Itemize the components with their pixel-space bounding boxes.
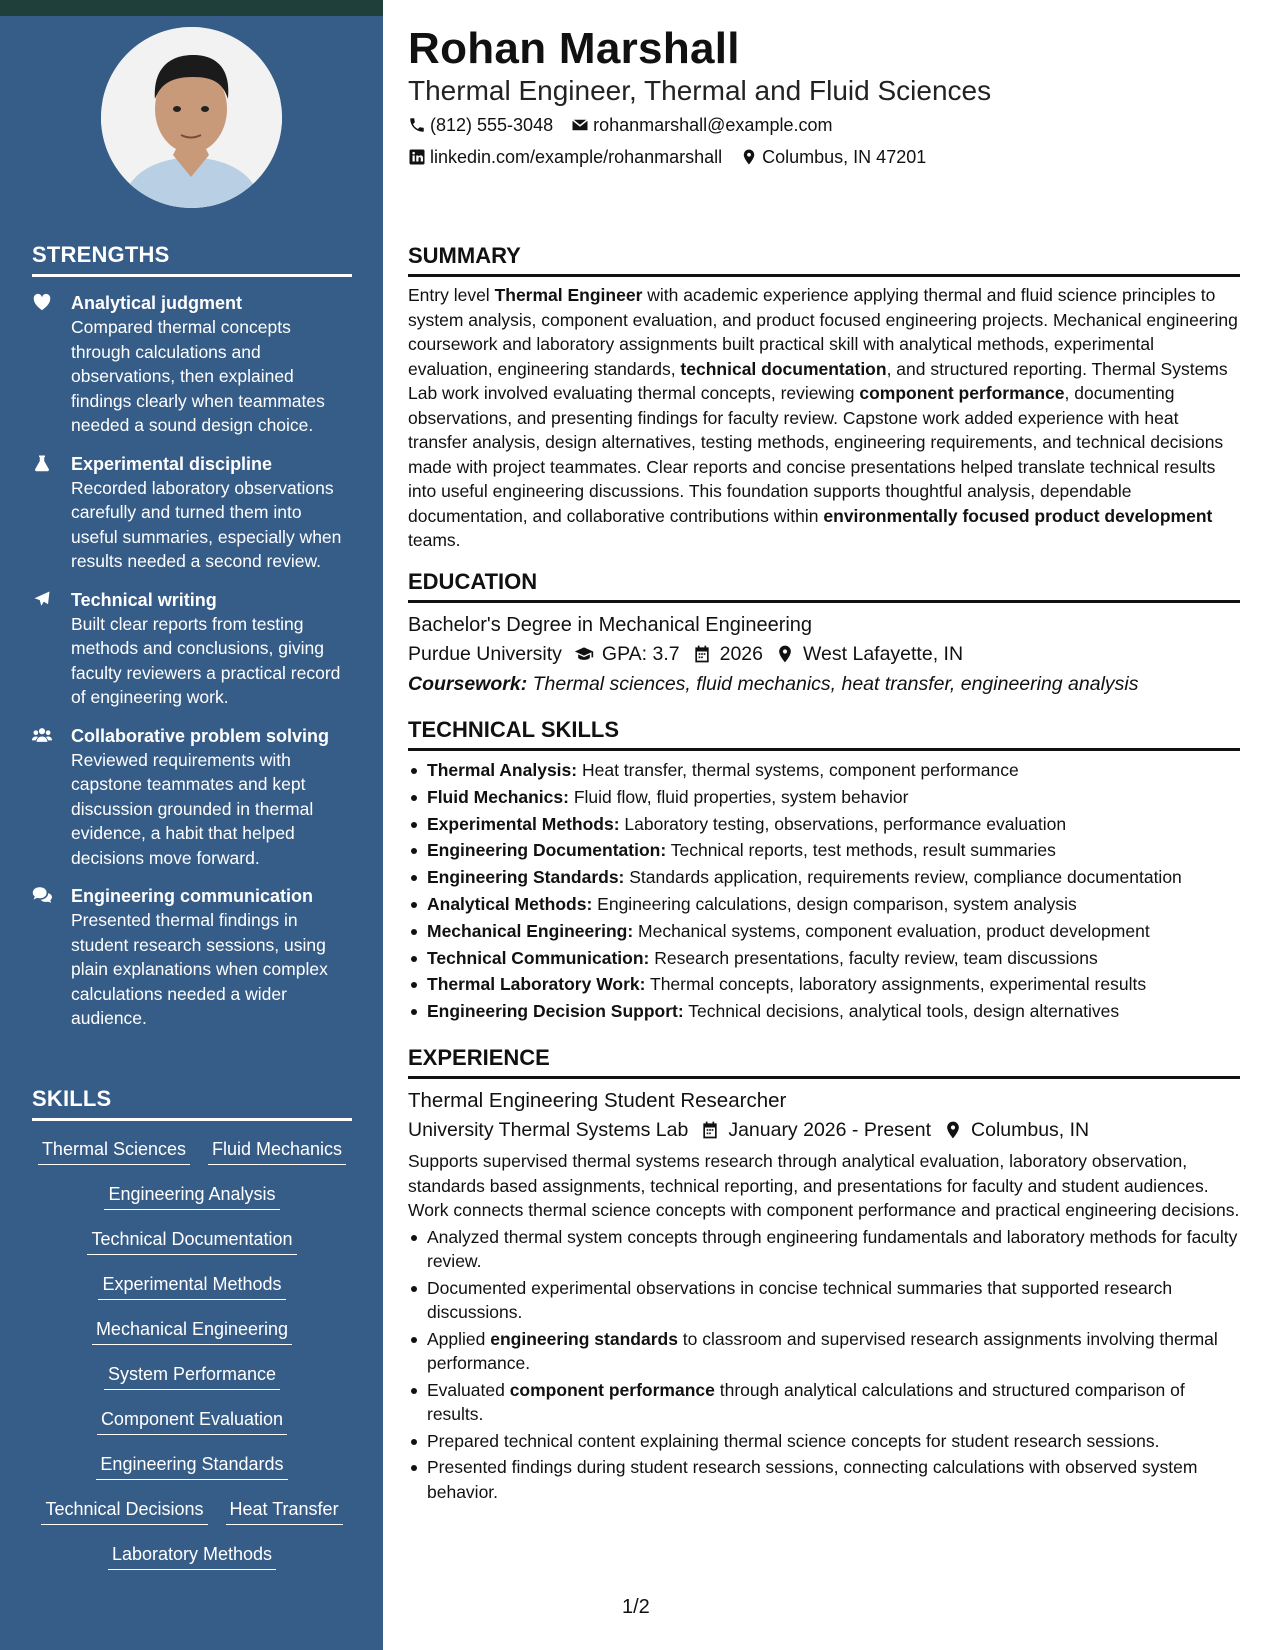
strengths-section [32, 242, 352, 1031]
skills-section [32, 1086, 352, 1585]
strengths-list [32, 291, 352, 1031]
dates-text: January 2026 - Present [728, 1119, 932, 1141]
skill-tag: Heat Transfer [226, 1495, 343, 1525]
strength-description: Compared thermal concepts through calculations and observations, then explained findings clearly when teammates needed a sound design choice. [71, 317, 325, 435]
skill-tag: Engineering Analysis [104, 1180, 279, 1210]
candidate-title: Thermal Engineer, Thermal and Fluid Sciences [408, 75, 992, 106]
experience-bullet: Presented findings during student research sessions, connecting calculations with observed system behavior. [408, 1455, 1240, 1504]
skills-list [32, 1135, 352, 1585]
skill-tag: Engineering Standards [96, 1450, 287, 1480]
skill-row [32, 1360, 352, 1405]
skill-row [32, 1225, 352, 1270]
comments-icon [32, 884, 71, 1031]
map-pin-icon [943, 1120, 963, 1140]
skill-tag: Laboratory Methods [108, 1540, 276, 1570]
year-text: 2026 [719, 643, 763, 665]
strength-title: Analytical judgment [71, 293, 243, 313]
strength-description: Built clear reports from testing methods and conclusions, giving faculty reviewers a practical record of engineering work. [71, 613, 341, 707]
skill-row [32, 1135, 352, 1180]
phone-contact[interactable] [408, 113, 553, 137]
skill-tag: Technical Documentation [87, 1225, 296, 1255]
skill-row [32, 1180, 352, 1225]
education-meta [408, 639, 1240, 669]
page-number: 1/2 [622, 1596, 650, 1618]
technical-skill-item: Analytical Methods: Engineering calculations, design comparison, system analysis [408, 891, 1240, 918]
skill-tag: Thermal Sciences [38, 1135, 190, 1165]
flask-icon [32, 452, 71, 574]
sidebar-top-bar [0, 0, 383, 16]
org-name: University Thermal Systems Lab [408, 1119, 689, 1141]
technical-skill-item: Engineering Decision Support: Technical decisions, analytical tools, design alternatives [408, 998, 1240, 1025]
technical-skill-item: Engineering Standards: Standards application, requirements review, compliance documentation [408, 864, 1240, 891]
strength-description: Recorded laboratory observations carefully and turned them into useful summaries, especially when results needed a second review. [71, 477, 342, 571]
experience-bullet: Applied engineering standards to classroom and supervised research assignments involving thermal performance. [408, 1327, 1240, 1376]
coursework-text: Thermal sciences, fluid mechanics, heat transfer, engineering analysis [527, 673, 1139, 695]
summary-heading: SUMMARY [408, 242, 1240, 277]
skill-row [32, 1495, 352, 1540]
skill-tag: Technical Decisions [41, 1495, 207, 1525]
location-text: Columbus, IN 47201 [762, 147, 927, 167]
contact-row-2 [408, 145, 944, 169]
skill-tag: Component Evaluation [97, 1405, 287, 1435]
candidate-name: Rohan Marshall [408, 24, 740, 73]
technical-skills-list [408, 757, 1240, 1025]
school-location [775, 639, 963, 669]
heart-icon [32, 291, 71, 438]
linkedin-text: linkedin.com/example/rohanmarshall [430, 147, 723, 167]
experience-section [408, 1044, 1240, 1506]
strength-title: Engineering communication [71, 886, 314, 906]
location-contact [740, 145, 926, 169]
strength-item [32, 452, 352, 574]
strength-title: Experimental discipline [71, 453, 273, 474]
envelope-icon [571, 116, 589, 134]
job-org [408, 1115, 688, 1145]
job-summary: Supports supervised thermal systems research through analytical evaluation, laboratory observation, standards based assignments, technical reporting, and presentations for faculty and student audiences. Work connects thermal science concepts with component performance and practical engineering decisions. [408, 1151, 1240, 1220]
gpa-text: GPA: 3.7 [601, 643, 680, 665]
strength-item [32, 588, 352, 710]
phone-text: (812) 555-3048 [430, 115, 554, 135]
skill-row [32, 1405, 352, 1450]
technical-skill-item: Engineering Documentation: Technical reports, test methods, result summaries [408, 837, 1240, 864]
profile-photo [101, 27, 282, 208]
map-pin-icon [740, 148, 758, 166]
email-contact[interactable] [571, 113, 832, 137]
strength-title: Collaborative problem solving [71, 725, 330, 746]
skills-heading: SKILLS [32, 1086, 352, 1121]
strength-item [32, 884, 352, 1031]
strength-item [32, 724, 352, 871]
job-dates [700, 1115, 931, 1145]
summary-text: Entry level Thermal Engineer with academic experience applying thermal and fluid science principles to system analysis, component evaluation, and product focused engineering projects. Mechanical engineering coursework and laboratory assignments built practical skill with analytical methods, experimental evaluation, engineering standards, technical documentation, and structured reporting. Thermal Systems Lab work involved evaluating thermal concepts, reviewing component performance, documenting observations, and presenting findings for faculty review. Capstone work added experience with heat transfer analysis, design alternatives, testing methods, engineering requirements, and technical decisions made with project teammates. Clear reports and concise presentations helped translate technical results into useful engineering discussions. This foundation supports thoughtful analysis, dependable documentation, and collaborative contributions within environmentally focused product development teams. [408, 285, 1238, 550]
job-title: Thermal Engineering Student Researcher [408, 1089, 787, 1112]
degree: Bachelor's Degree in Mechanical Engineering [408, 614, 813, 636]
contact-row-1 [408, 113, 850, 137]
strength-item [32, 291, 352, 438]
strengths-heading: STRENGTHS [32, 242, 352, 277]
users-icon [32, 724, 71, 871]
calendar-icon [692, 644, 712, 664]
school [408, 639, 562, 669]
linkedin-icon [408, 148, 426, 166]
education-heading: EDUCATION [408, 568, 1240, 603]
skill-tag: Experimental Methods [98, 1270, 285, 1300]
experience-heading: EXPERIENCE [408, 1044, 1240, 1079]
grad-year [692, 639, 763, 669]
technical-skill-item: Experimental Methods: Laboratory testing, observations, performance evaluation [408, 811, 1240, 838]
graduation-cap-icon [574, 644, 594, 664]
skill-row [32, 1450, 352, 1495]
job-location-text: Columbus, IN [971, 1119, 1090, 1141]
experience-bullet: Analyzed thermal system concepts through engineering fundamentals and laboratory methods for faculty review. [408, 1225, 1240, 1274]
skill-tag: Fluid Mechanics [208, 1135, 346, 1165]
map-pin-icon [775, 644, 795, 664]
technical-skill-item: Fluid Mechanics: Fluid flow, fluid properties, system behavior [408, 784, 1240, 811]
linkedin-contact[interactable] [408, 145, 722, 169]
strength-description: Presented thermal findings in student research sessions, using plain explanations when complex calculations needed a wider audience. [71, 910, 328, 1028]
summary-section [408, 242, 1240, 553]
technical-skill-item: Thermal Laboratory Work: Thermal concepts, laboratory assignments, experimental results [408, 971, 1240, 998]
strength-title: Technical writing [71, 589, 217, 610]
paper-plane-icon [32, 588, 71, 710]
job-location [943, 1115, 1089, 1145]
avatar [101, 27, 282, 208]
experience-bullet: Prepared technical content explaining thermal science concepts for student research sessions. [408, 1429, 1240, 1454]
coursework [408, 669, 1240, 699]
school-location-text: West Lafayette, IN [802, 643, 964, 665]
sidebar [0, 0, 383, 1650]
skill-tag: Mechanical Engineering [92, 1315, 292, 1345]
technical-skills-heading: TECHNICAL SKILLS [408, 716, 1240, 751]
school-name: Purdue University [408, 643, 562, 665]
skill-row [32, 1540, 352, 1585]
strength-description: Reviewed requirements with capstone teammates and kept discussion grounded in thermal evidence, a habit that helped decisions move forward. [71, 749, 314, 868]
gpa [574, 639, 680, 669]
skill-row [32, 1270, 352, 1315]
coursework-label: Coursework: [408, 673, 528, 695]
technical-skill-item: Thermal Analysis: Heat transfer, thermal systems, component performance [408, 757, 1240, 784]
skill-tag: System Performance [104, 1360, 280, 1390]
calendar-icon [700, 1120, 720, 1140]
experience-bullet: Evaluated component performance through analytical calculations and structured comparison of results. [408, 1378, 1240, 1427]
job-meta [408, 1115, 1240, 1145]
technical-skills-section [408, 716, 1240, 1025]
education-section [408, 568, 1240, 699]
phone-icon [408, 116, 426, 134]
skill-row [32, 1315, 352, 1360]
experience-bullet: Documented experimental observations in concise technical summaries that supported research discussions. [408, 1276, 1240, 1325]
technical-skill-item: Mechanical Engineering: Mechanical systems, component evaluation, product development [408, 918, 1240, 945]
technical-skill-item: Technical Communication: Research presentations, faculty review, team discussions [408, 945, 1240, 972]
experience-bullets [408, 1225, 1240, 1505]
email-text: rohanmarshall@example.com [593, 115, 833, 135]
